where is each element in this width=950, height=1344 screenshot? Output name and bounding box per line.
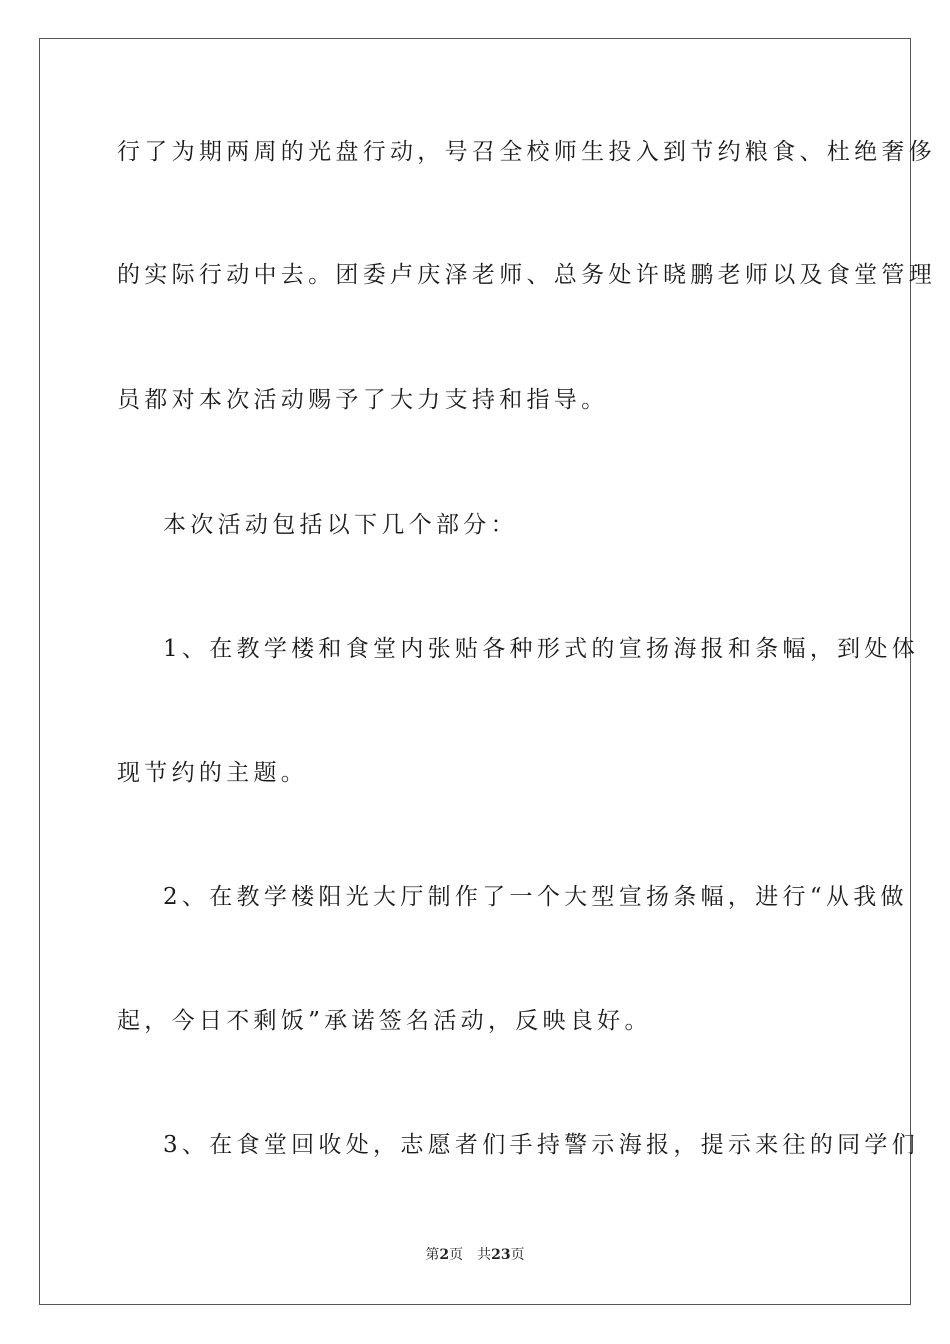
list-item-3-first-line: 3、在食堂回收处，志愿者们手持警示海报，提示来往的同学们 xyxy=(163,1132,920,1158)
page-frame xyxy=(39,38,936,1305)
page-prefix: 第 xyxy=(425,1247,440,1263)
paragraph-first-line: 本次活动包括以下几个部分： xyxy=(163,512,518,538)
text-line: 的实际行动中去。团委卢庆泽老师、总务处许晓鹏老师以及食堂管理 xyxy=(117,262,936,288)
total-prefix: 共 xyxy=(477,1247,492,1263)
text-line: 行了为期两周的光盘行动，号召全校师生投入到节约粮食、杜绝奢侈 xyxy=(117,139,936,165)
page-number: 2 xyxy=(439,1247,450,1263)
page-footer xyxy=(0,1246,950,1264)
text-line: 现节约的主题。 xyxy=(117,760,309,786)
total-suffix: 页 xyxy=(510,1247,525,1263)
text-line: 起，今日不剩饭”承诺签名活动，反映良好。 xyxy=(117,1008,652,1034)
list-item-2-first-line: 2、在教学楼阳光大厅制作了一个大型宣扬条幅，进行“从我做 xyxy=(163,884,908,910)
total-pages: 23 xyxy=(491,1247,511,1263)
page-suffix: 页 xyxy=(449,1247,464,1263)
text-line: 员都对本次活动赐予了大力支持和指导。 xyxy=(117,387,609,413)
list-item-1-first-line: 1、在教学楼和食堂内张贴各种形式的宣扬海报和条幅，到处体 xyxy=(163,636,920,662)
